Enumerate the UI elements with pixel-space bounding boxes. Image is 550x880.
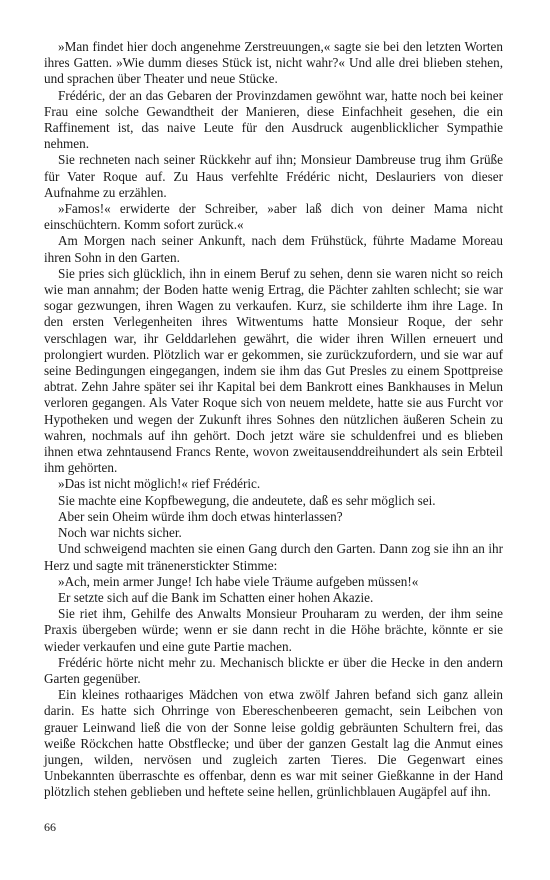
paragraph: »Ach, mein armer Junge! Ich habe viele Träume aufgeben müssen!« (58, 573, 419, 589)
paragraph: Noch war nichts sicher. (58, 525, 182, 541)
paragraph: »Famos!« erwiderte der Schreiber, »aber laß dich von deiner Mama nicht einschüchtern. Komm sofort zurück.« (44, 201, 503, 233)
paragraph: Frédéric, der an das Gebaren der Provinzdamen gewöhnt war, hatte noch bei keiner Frau eine solche Gewandtheit der Manieren, diese Einfachheit gesehen, die ein Raffinement ist, das naive Leute für den Ausdruck augenblicklicher Sympathie nehmen. (44, 87, 503, 152)
paragraph: Und schweigend machten sie einen Gang durch den Garten. Dann zog sie ihn an ihr Herz und sagte mit tränenerstickter Stimme: (44, 541, 503, 573)
paragraph: Sie rechneten nach seiner Rückkehr auf ihn; Monsieur Dambreuse trug ihm Grüße für Vater Roque auf. Zu Haus verfehlte Frédéric nicht, Deslauriers von dieser Aufnahme zu erzählen. (44, 152, 503, 200)
paragraph: Ein kleines rothaariges Mädchen von etwa zwölf Jahren befand sich ganz allein darin. Es hatte sich Ohrringe von Ebereschenbeeren gemacht, sein Leibchen von grauer Leinwand ließ die von der Sonne leise goldig gebräunten Schultern frei, das weiße Röckchen hatte Obstflecke; und über der ganzen Gestalt lag die Anmut eines jungen, wilden, nervösen und zugleich zarten Tieres. Die Gegenwart eines Unbekannten überraschte es offenbar, denn es war mit seiner Gießkanne in der Hand plötzlich stehen geblieben und heftete seine hellen, grünlichblauen Augäpfel auf ihn. (44, 687, 503, 800)
paragraph: Sie pries sich glücklich, ihn in einem Beruf zu sehen, denn sie waren nicht so reich wie man annahm; der Boden hatte wenig Ertrag, die Pächter zahlten schlecht; sie war sogar gezwungen, ihren Wagen zu verkaufen. Kurz, sie schilderte ihm ihre Lage. In den ersten Verlegenheiten ihres Witwentums hatte Monsieur Roque, der sehr verschlagen war, ihr Gelddarlehen gewährt, die wider ihren Willen erneuert und prolongiert wurden. Plötzlich war er gekommen, sie zurückzufordern, und sie war auf seine Bedingungen eingegangen, indem sie ihm das Gut Presles zu einem Spottpreise abtrat. Zehn Jahre später sei ihr Kapital bei dem Bankrott eines Bankhauses in Melun verloren gegangen. Als Vater Roque sich von neuem meldete, hatte sie aus Furcht vor Hypotheken und wegen der Zukunft ihres Sohnes den nützlichen äußeren Schein zu wahren, nochmals auf ihn gehört. Doch jetzt wäre sie schuldenfrei und es blieben ihnen etwa zehntausend Francs Rente, wovon zweitausenddreihundert als sein Erbteil ihm gehörten. (44, 265, 503, 476)
paragraph: Aber sein Oheim würde ihm doch etwas hinterlassen? (58, 508, 343, 524)
page-number: 66 (44, 820, 56, 834)
paragraph: Sie machte eine Kopfbewegung, die andeutete, daß es sehr möglich sei. (58, 492, 436, 508)
paragraph: Am Morgen nach seiner Ankunft, nach dem Frühstück, führte Madame Moreau ihren Sohn in den Garten. (44, 233, 503, 265)
paragraph: Frédéric hörte nicht mehr zu. Mechanisch blickte er über die Hecke in den andern Garten gegenüber. (44, 654, 503, 686)
paragraph: »Das ist nicht möglich!« rief Frédéric. (58, 476, 261, 492)
paragraph: »Man findet hier doch angenehme Zerstreuungen,« sagte sie bei den letzten Worten ihres Gatten. »Wie dumm dieses Stück ist, nicht wahr?« Und alle drei blieben stehen, und sprachen über Theater und neue Stücke. (44, 39, 503, 87)
body-text (44, 39, 503, 801)
paragraph: Er setzte sich auf die Bank im Schatten einer hohen Akazie. (58, 589, 374, 605)
paragraph: Sie riet ihm, Gehilfe des Anwalts Monsieur Prouharam zu werden, der ihm seine Praxis übergeben würde; wenn er sie dann recht in die Höhe brächte, könnte er sie wieder verkaufen und eine gute Partie machen. (44, 606, 503, 654)
